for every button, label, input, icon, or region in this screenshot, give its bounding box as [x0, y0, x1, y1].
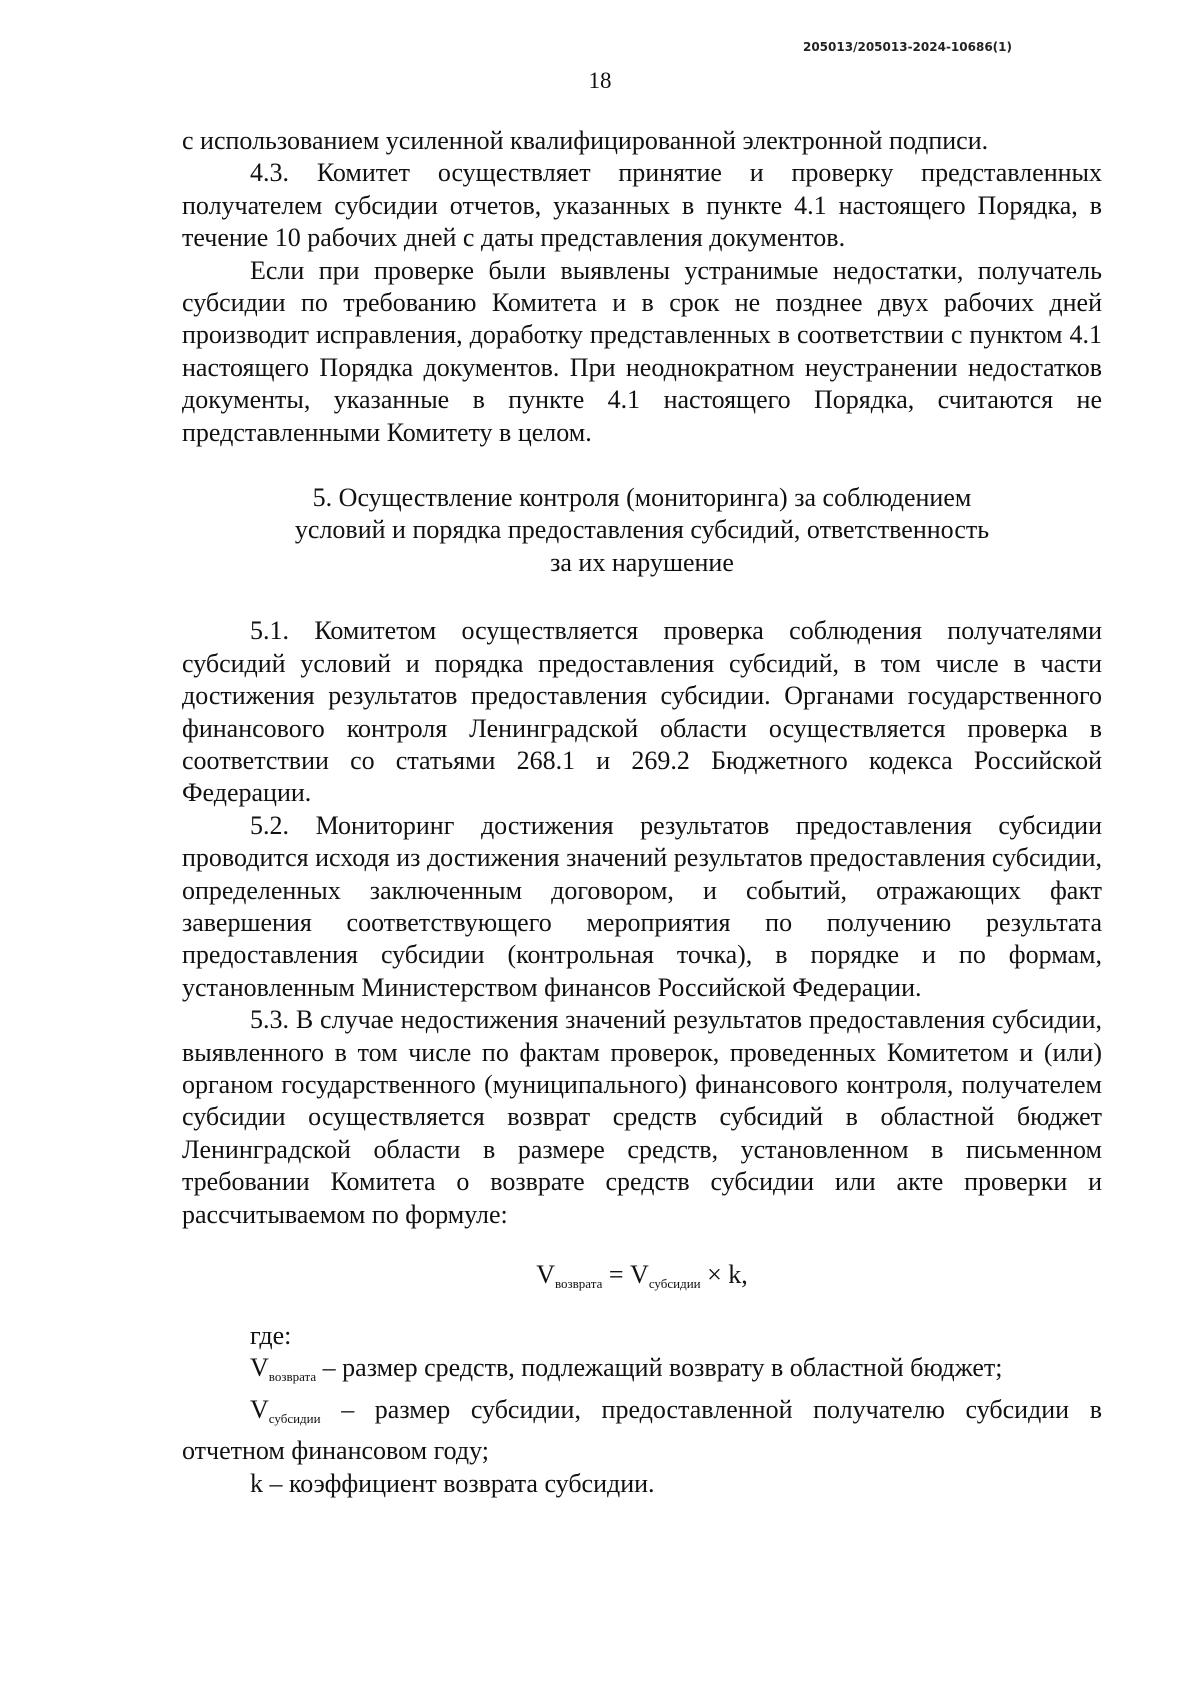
section-heading-line: условий и порядка предоставления субсидий, ответственность: [294, 515, 990, 545]
document-body: [182, 125, 1102, 1509]
definition-text: – коэффициент возврата субсидии.: [263, 1468, 655, 1498]
paragraph-5-1: 5.1. Комитетом осуществляется проверка соблюдения получателями субсидий условий и порядка предоставления субсидий, в том числе в части достижения результатов предоставления субсидии. Органами государственного финансового контроля Ленинградской области осуществляется проверка в соответствии со статьями 268.1 и 269.2 Бюджетного кодекса Российской Федерации.: [182, 616, 1102, 808]
paragraph-5-2: 5.2. Мониторинг достижения результатов предоставления субсидии проводится исходя из достижения значений результатов предоставления субсидии, определенных заключенным договором, и событий, отражающих факт завершения соответствующего мероприятия по получению результата предоставления субсидии (контрольная точка), в порядке и по формам, установленным Министерством финансов Российской Федерации.: [182, 810, 1102, 1002]
formula-symbol: V: [630, 1260, 649, 1289]
paragraph-shortcomings: Если при проверке были выявлены устранимые недостатки, получатель субсидии по требованию Комитета и в срок не позднее двух рабочих дней производит исправления, доработку представленных в соответствии с пунктом 4.1 настоящего Порядка документов. При неоднократном неустранении недостатков документы, указанные в пункте 4.1 настоящего Порядка, считаются не представленными Комитету в целом.: [182, 255, 1102, 447]
formula-equals: =: [602, 1260, 631, 1289]
definition-symbol: V: [250, 1394, 269, 1424]
page-number: 18: [588, 68, 612, 93]
definition-item: [182, 1468, 1102, 1509]
section-heading-line: за их нарушение: [550, 547, 734, 577]
document-id: 205013/205013-2024-10686(1): [802, 40, 1012, 54]
section-heading-line: 5. Осуществление контроля (мониторинга) за соблюдением: [312, 483, 972, 513]
definition-text: – размер средств, подлежащий возврату в областной бюджет;: [316, 1353, 1003, 1383]
formula-subscript: возврата: [554, 1276, 603, 1291]
paragraph-4-3: 4.3. Комитет осуществляет принятие и проверку представленных получателем субсидии отчетов, указанных в пункте 4.1 настоящего Порядка, в течение 10 рабочих дней с даты представления документов.: [182, 158, 1102, 253]
definition-symbol: k: [250, 1468, 263, 1498]
definition-item: [182, 1394, 1102, 1468]
formula-subscript: субсидии: [648, 1276, 701, 1291]
formula-symbol: V: [536, 1260, 555, 1289]
section-heading: [182, 482, 1102, 579]
where-label: где:: [250, 1321, 292, 1350]
paragraph-continuation: с использованием усиленной квалифицированной электронной подписи.: [182, 126, 989, 155]
definition-subscript: субсидии: [268, 1410, 321, 1426]
definition-text: – размер субсидии, предоставленной получателю субсидии в отчетном финансовом году;: [182, 1394, 1102, 1466]
formula-tail: × k,: [700, 1260, 748, 1289]
definition-subscript: возврата: [268, 1369, 317, 1385]
definition-item: [182, 1352, 1102, 1393]
paragraph-5-3: 5.3. В случае недостижения значений результатов предоставления субсидии, выявленного в том числе по фактам проверок, проведенных Комитетом и (или) органом государственного (муниципального) финансового контроля, получателем субсидии осуществляется возврат средств субсидий в областной бюджет Ленинградской области в размере средств, установленном в письменном требовании Комитета о возврате средств субсидии или акте проверки и рассчитываемом по формуле:: [182, 1005, 1102, 1229]
return-formula: [182, 1257, 1102, 1302]
definition-symbol: V: [250, 1353, 269, 1383]
